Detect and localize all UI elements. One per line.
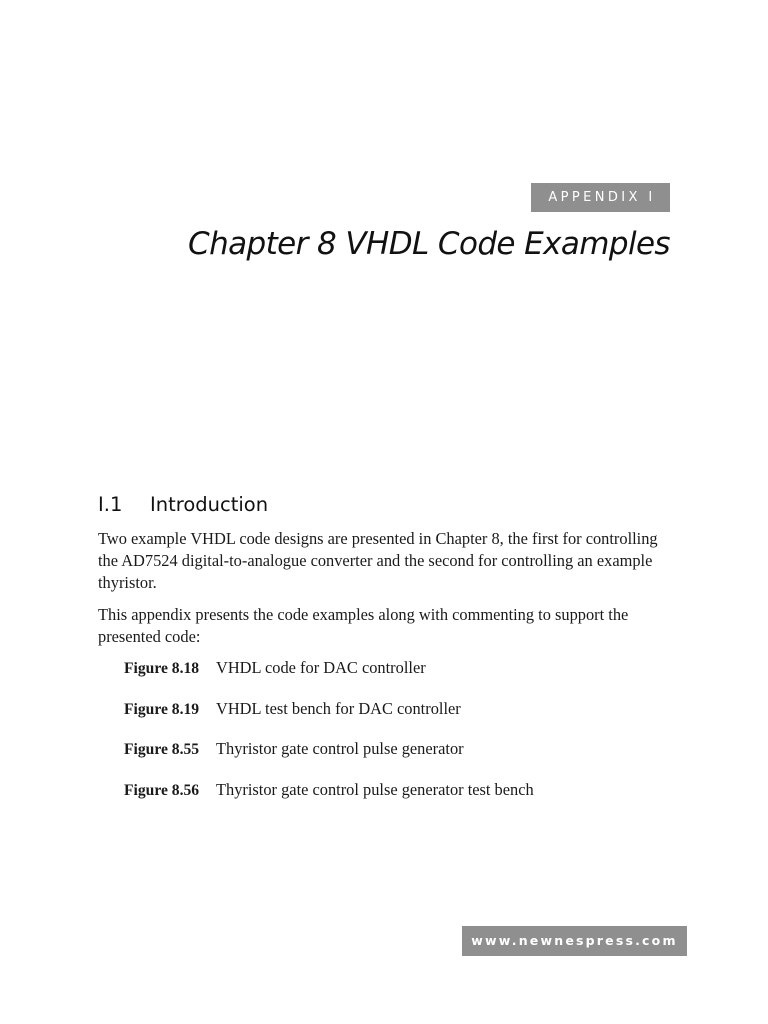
figure-ref: Figure 8.19 — [124, 700, 200, 718]
footer-url: www.newnespress.com — [462, 926, 687, 956]
figure-list-item — [124, 657, 534, 698]
figure-list-item — [124, 698, 534, 739]
intro-paragraph: Two example VHDL code designs are presented in Chapter 8, the first for controlling the AD7524 digital-to-analogue converter and the second for controlling an example thyristor. — [98, 529, 658, 592]
figure-ref: Figure 8.56 — [124, 781, 200, 799]
section-heading — [98, 490, 268, 520]
figure-caption: VHDL code for DAC controller — [216, 658, 426, 677]
figure-caption: VHDL test bench for DAC controller — [216, 698, 461, 718]
section-number: I.1 — [98, 493, 123, 516]
appendix-overview-paragraph: This appendix presents the code examples along with commenting to support the presented code: — [98, 605, 629, 646]
figure-ref: Figure 8.18 — [124, 660, 200, 677]
figure-list-item — [124, 779, 534, 820]
figure-ref: Figure 8.55 — [124, 741, 200, 758]
figure-list — [124, 657, 534, 819]
figure-caption: Thyristor gate control pulse generator — [216, 739, 464, 758]
section-title: Introduction — [150, 493, 269, 516]
appendix-badge: APPENDIX I — [531, 183, 670, 212]
chapter-title: Chapter 8 VHDL Code Examples — [188, 226, 670, 262]
figure-caption: Thyristor gate control pulse generator test bench — [216, 779, 534, 799]
figure-list-item — [124, 738, 534, 779]
